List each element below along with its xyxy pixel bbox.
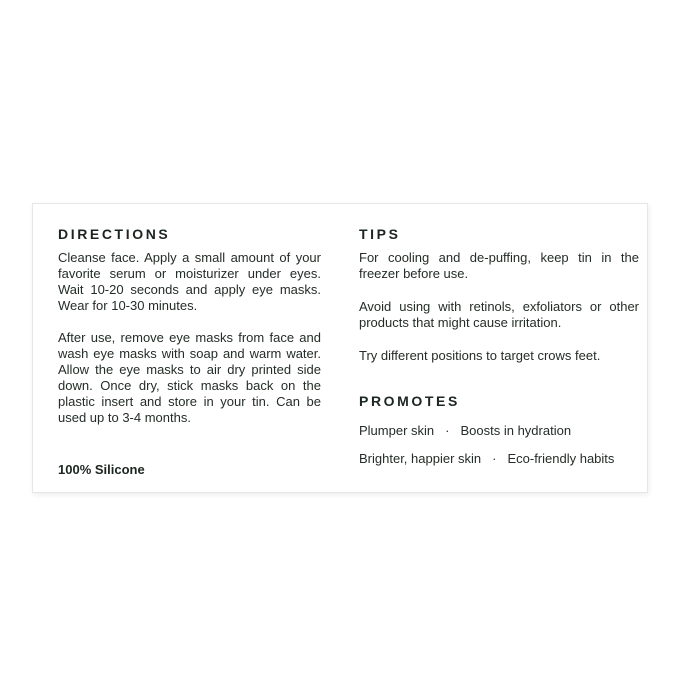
product-info-card: [32, 203, 648, 493]
promotes-benefit: Plumper skin: [359, 423, 435, 438]
promotes-benefit: Eco-friendly habits: [507, 451, 615, 466]
promotes-heading: PROMOTES: [359, 393, 460, 409]
tips-item: Avoid using with retinols, exfoliators or other products that might cause irritation.: [359, 299, 639, 330]
directions-column: [58, 226, 321, 477]
promotes-row: [359, 423, 639, 439]
middle-dot-separator: ·: [492, 451, 497, 466]
directions-paragraph-1: Cleanse face. Apply a small amount of your favorite serum or moisturizer under eyes. Wait 10-20 seconds and apply eye masks. Wear for 10-30 minutes.: [58, 250, 321, 313]
directions-paragraph-2: After use, remove eye masks from face and wash eye masks with soap and warm water. Allow the eye masks to air dry printed side down. Once dry, stick masks back on the plastic insert and store in your tin. Can be used up to 3-4 months.: [58, 330, 321, 425]
directions-heading: DIRECTIONS: [58, 226, 171, 242]
tips-promotes-column: [359, 226, 639, 472]
tips-item: Try different positions to target crows feet.: [359, 348, 601, 363]
promotes-benefit: Boosts in hydration: [460, 423, 572, 438]
tips-item: For cooling and de-puffing, keep tin in the freezer before use.: [359, 250, 639, 281]
material-note: 100% Silicone: [58, 462, 145, 477]
promotes-benefit: Brighter, happier skin: [359, 451, 482, 466]
tips-heading: TIPS: [359, 226, 401, 242]
middle-dot-separator: ·: [445, 423, 450, 438]
promotes-row: [359, 451, 639, 467]
column-gap: [321, 226, 359, 472]
